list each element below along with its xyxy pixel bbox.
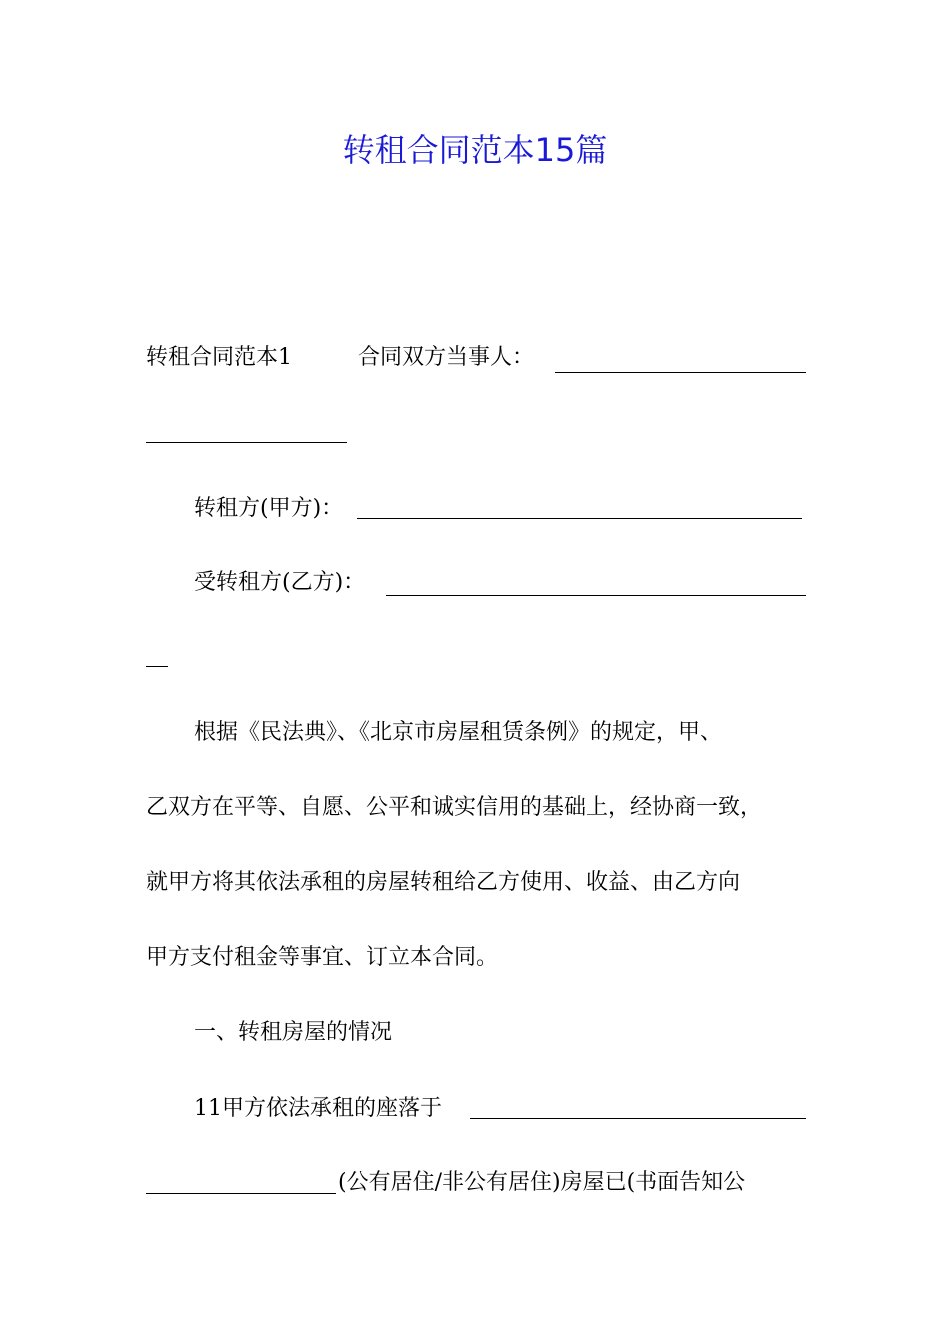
clause-1-1-address-blank	[470, 1118, 806, 1119]
document-title: 转租合同范本15篇	[342, 131, 608, 169]
clause-1-1-label: 11甲方依法承租的座落于	[194, 1096, 442, 1121]
parties-label: 合同双方当事人：	[358, 345, 535, 370]
contract-heading: 转租合同范本1	[146, 345, 292, 370]
preamble-line-3: 就甲方将其依法承租的房屋转租给乙方使用、收益、由乙方向	[146, 870, 741, 895]
clause-1-1-address-blank-continued	[146, 1193, 336, 1194]
section-heading: 一、转租房屋的情况	[194, 1020, 393, 1045]
preamble-line-4: 甲方支付租金等事宜、订立本合同。	[146, 945, 499, 970]
preamble-line-2: 乙双方在平等、自愿、公平和诚实信用的基础上，经协商一致，	[146, 795, 763, 820]
clause-1-1-continuation: (公有居住/非公有居住)房屋已(书面告知公	[338, 1170, 746, 1195]
parties-blank-continued	[146, 442, 347, 443]
sublessee-blank	[386, 595, 806, 596]
sublessee-label: 受转租方(乙方)：	[194, 570, 366, 595]
parties-blank	[555, 372, 806, 373]
preamble-line-1: 根据《民法典》、《北京市房屋租赁条例》的规定，甲、	[194, 720, 723, 745]
sublessor-label: 转租方(甲方)：	[194, 496, 344, 521]
sublessee-blank-continued	[146, 666, 168, 667]
sublessor-blank	[357, 518, 802, 519]
